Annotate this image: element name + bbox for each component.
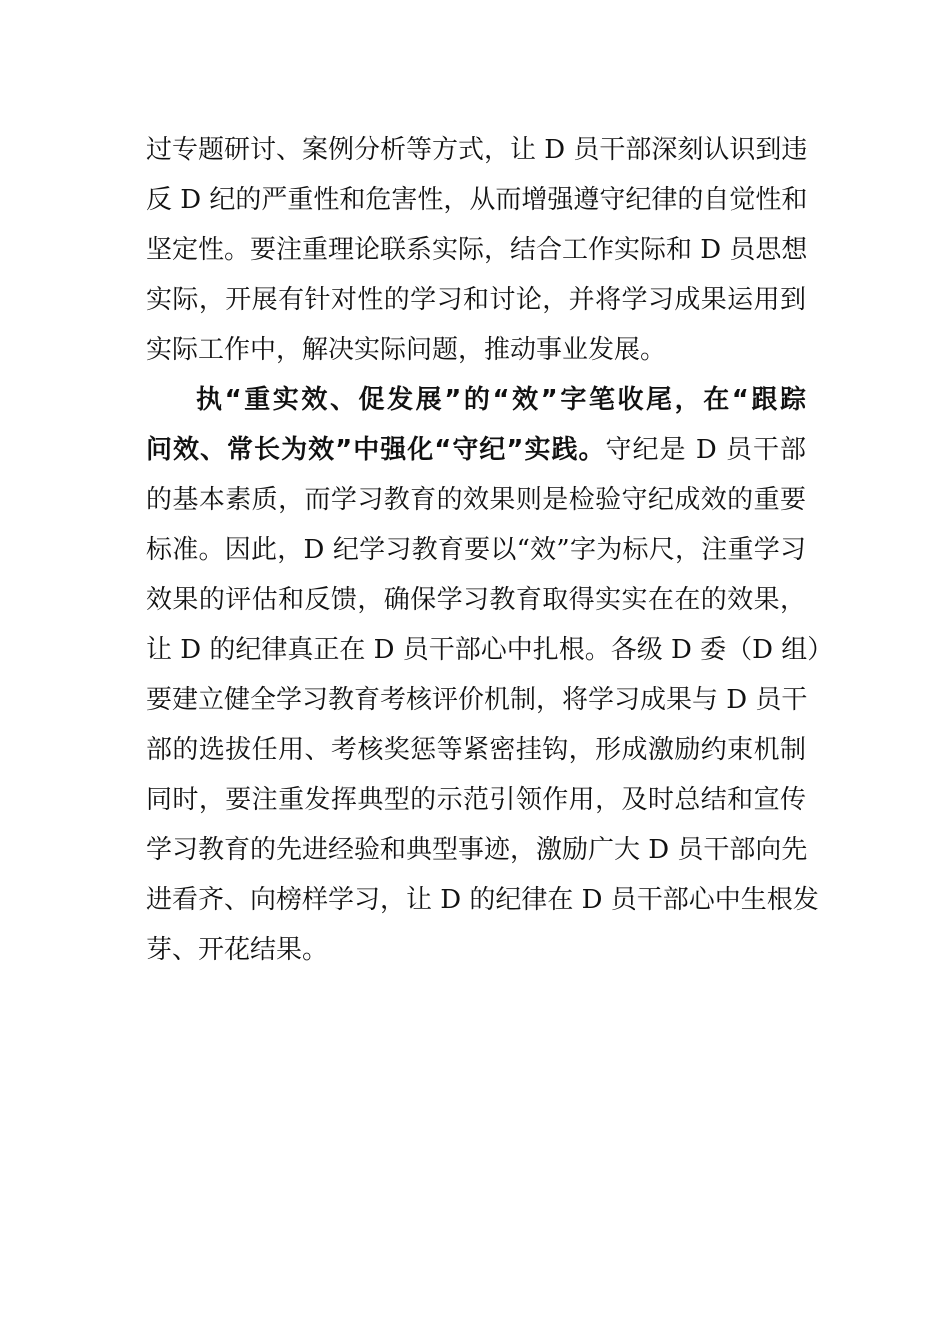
paragraph-2-line-3: 的基本素质，而学习教育的效果则是检验守纪成效的重要 [146,485,806,515]
paragraph-1-line-3: 坚定性。要注重理论联系实际，结合工作实际和 D 员思想 [146,235,808,265]
paragraph-2-heading-text-2: 问效、常长为效”中强化“守纪”实践。 [146,435,606,465]
paragraph-2-line-10: 学习教育的先进经验和典型事迹，激励广大 D 员干部向先 [146,835,808,865]
paragraph-2-line-11: 进看齐、向榜样学习，让 D 的纪律在 D 员干部心中生根发 [146,885,819,915]
paragraph-1-line-1: 过专题研讨、案例分析等方式，让 D 员干部深刻认识到违 [146,135,808,165]
paragraph-1-line-2: 反 D 纪的严重性和危害性，从而增强遵守纪律的自觉性和 [146,185,808,215]
paragraph-2-line-8: 部的选拔任用、考核奖惩等紧密挂钩，形成激励约束机制 [146,735,806,765]
paragraph-2-heading-text-1: 执“重实效、促发展”的“效”字笔收尾，在“跟踪 [196,385,806,415]
paragraph-2-line-6: 让 D 的纪律真正在 D 员干部心中扎根。各级 D 委（D 组） [146,635,834,665]
paragraph-1-line-4: 实际，开展有针对性的学习和讨论，并将学习成果运用到 [146,285,806,315]
paragraph-2-line-2-rest: 守纪是 D 员干部 [605,435,806,465]
paragraph-2-line-4: 标准。因此，D 纪学习教育要以“效”字为标尺，注重学习 [146,535,806,565]
paragraph-2-line-5: 效果的评估和反馈，确保学习教育取得实实在在的效果， [146,585,806,615]
paragraph-1-line-5: 实际工作中，解决实际问题，推动事业发展。 [146,335,667,365]
paragraph-2-line-9: 同时，要注重发挥典型的示范引领作用，及时总结和宣传 [146,785,806,815]
paragraph-2-heading-line-1 [196,380,806,420]
paragraph-2-line-7: 要建立健全学习教育考核评价机制，将学习成果与 D 员干 [146,685,808,715]
paragraph-2-line-12: 芽、开花结果。 [146,935,329,965]
paragraph-2-line-2 [146,430,806,470]
